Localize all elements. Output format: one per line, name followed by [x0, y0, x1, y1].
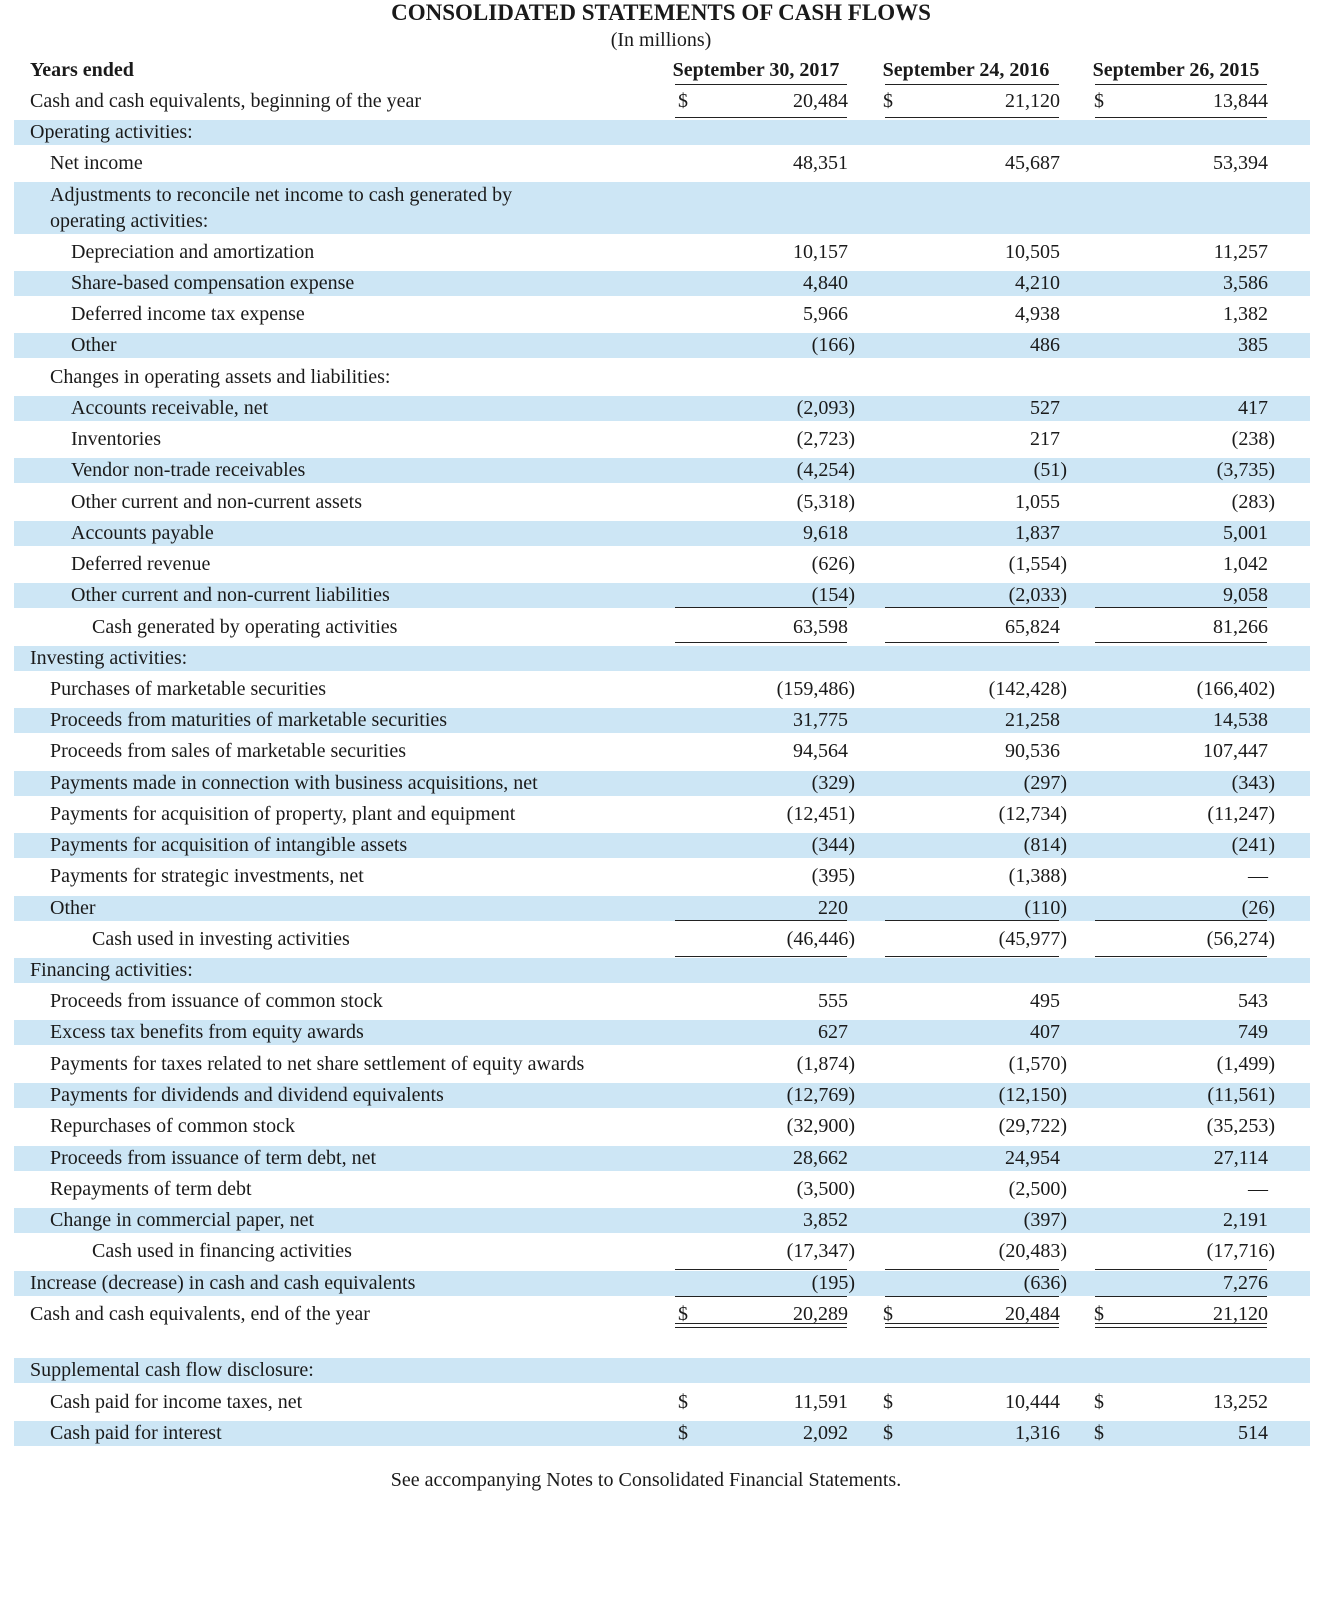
cell-value: (32,900): [786, 1115, 855, 1137]
row-label: Payments for acquisition of property, plant and equipment: [50, 803, 516, 825]
row-label: Repurchases of common stock: [50, 1115, 295, 1137]
row-label: Payments for strategic investments, net: [50, 865, 364, 887]
rule-line: [885, 1327, 1059, 1328]
table-row: [14, 1146, 1310, 1171]
cell-value: (159,486): [776, 678, 855, 700]
cell-value: 63,598: [793, 616, 848, 638]
row-label: Purchases of marketable securities: [50, 678, 327, 700]
currency-symbol: $: [883, 1422, 893, 1444]
table-row: [14, 271, 1310, 296]
table-row: [14, 1083, 1310, 1108]
cell-value: 1,055: [1015, 491, 1060, 513]
cell-value: 495: [1030, 990, 1060, 1012]
row-label: Proceeds from maturities of marketable securities: [50, 709, 448, 731]
table-row: [14, 333, 1310, 358]
cell-value: (166,402): [1196, 678, 1275, 700]
cell-value: (329): [811, 772, 855, 794]
statement-title: CONSOLIDATED STATEMENTS OF CASH FLOWS: [391, 0, 931, 25]
cell-value: (5,318): [796, 491, 855, 513]
cell-value: 5,966: [803, 303, 848, 325]
column-header-2: September 24, 2016: [882, 59, 1050, 81]
row-label: Deferred revenue: [71, 553, 211, 575]
cell-value: 1,316: [1015, 1422, 1060, 1444]
row-label: Proceeds from sales of marketable securities: [50, 740, 406, 762]
table-row: [14, 677, 1310, 702]
currency-symbol: $: [678, 1391, 688, 1413]
cell-value: 10,444: [1005, 1391, 1060, 1413]
column-header-1: September 30, 2017: [672, 59, 840, 81]
row-label: Payments for acquisition of intangible assets: [50, 834, 408, 856]
row-label: Cash paid for interest: [50, 1422, 222, 1444]
footnote: See accompanying Notes to Consolidated Financial Statements.: [390, 1469, 902, 1491]
cell-value: 407: [1030, 1021, 1060, 1043]
cell-value: (51): [1033, 459, 1067, 481]
row-label: Inventories: [71, 428, 161, 450]
cell-value: 90,536: [1005, 740, 1060, 762]
cell-value: 1,837: [1015, 522, 1060, 544]
rule-line: [675, 117, 847, 118]
cell-value: (154): [811, 584, 855, 606]
cell-value: 20,289: [793, 1303, 848, 1325]
cell-value: 7,276: [1223, 1272, 1268, 1294]
cell-value: 31,775: [793, 709, 848, 731]
cell-value: (241): [1231, 834, 1275, 856]
row-label: Adjustments to reconcile net income to cash generated by operating activities:: [50, 184, 513, 232]
cell-value: 13,844: [1213, 90, 1268, 112]
row-label: Deferred income tax expense: [71, 303, 305, 325]
cell-value: 11,591: [793, 1391, 848, 1413]
currency-symbol: $: [1094, 1391, 1104, 1413]
cell-value: (283): [1231, 491, 1275, 513]
cell-value: 27,114: [1213, 1147, 1268, 1169]
cell-value: (56,274): [1206, 928, 1275, 950]
column-header-row: [14, 58, 1310, 83]
cell-value: (12,734): [998, 803, 1067, 825]
table-row: [14, 1421, 1310, 1446]
cell-value: (397): [1023, 1209, 1067, 1231]
cell-value: (45,977): [998, 928, 1067, 950]
cell-value: 10,157: [793, 241, 848, 263]
rule-line: [885, 117, 1059, 118]
table-row: [14, 989, 1310, 1014]
statement-subtitle: (In millions): [610, 29, 712, 51]
rule-line: [675, 920, 847, 921]
cell-value: (29,722): [998, 1115, 1067, 1137]
table-row: [14, 302, 1310, 327]
cell-value: (12,451): [786, 803, 855, 825]
row-label: Cash used in financing activities: [92, 1240, 352, 1262]
table-row: [14, 1239, 1310, 1264]
cell-value: (12,769): [786, 1084, 855, 1106]
cell-value: (17,716): [1206, 1240, 1275, 1262]
cell-value: 627: [818, 1021, 848, 1043]
rule-line: [1095, 84, 1267, 85]
row-label: Increase (decrease) in cash and cash equivalents: [30, 1272, 416, 1294]
cell-value: (17,347): [786, 1240, 855, 1262]
cell-value: 14,538: [1213, 709, 1268, 731]
table-row: [14, 396, 1310, 421]
cell-value: (2,500): [1008, 1178, 1067, 1200]
table-row: [14, 896, 1310, 921]
cell-value: 21,120: [1213, 1303, 1268, 1325]
table-row: [14, 927, 1310, 952]
table-row: [14, 521, 1310, 546]
cell-value: (3,500): [796, 1178, 855, 1200]
cell-value: (142,428): [988, 678, 1067, 700]
rule-line: [885, 1296, 1059, 1297]
cell-value: 1,382: [1223, 303, 1268, 325]
currency-symbol: $: [678, 1422, 688, 1444]
rule-line: [675, 607, 847, 608]
cell-value: 10,505: [1005, 241, 1060, 263]
cell-value: 2,092: [803, 1422, 848, 1444]
currency-symbol: $: [678, 1303, 688, 1325]
rule-line: [675, 84, 847, 85]
currency-symbol: $: [883, 1391, 893, 1413]
cell-value: (636): [1023, 1272, 1067, 1294]
cell-value: (166): [811, 334, 855, 356]
rule-line: [1095, 117, 1267, 118]
table-row: [14, 151, 1310, 176]
table-row: [14, 552, 1310, 577]
row-label: Other: [50, 897, 96, 919]
row-label: Cash and cash equivalents, beginning of the year: [30, 90, 421, 112]
cell-value: (20,483): [998, 1240, 1067, 1262]
cell-value: 2,191: [1223, 1209, 1268, 1231]
cell-value: 28,662: [793, 1147, 848, 1169]
cell-value: (46,446): [786, 928, 855, 950]
cell-value: (2,093): [796, 397, 855, 419]
table-row: [14, 958, 1310, 983]
row-label: Other: [71, 334, 117, 356]
cell-value: (12,150): [998, 1084, 1067, 1106]
table-row: [14, 615, 1310, 640]
cell-value: 3,852: [803, 1209, 848, 1231]
cell-value: 11,257: [1213, 241, 1268, 263]
currency-symbol: $: [883, 1303, 893, 1325]
rule-line: [885, 1269, 1059, 1270]
table-row: [14, 427, 1310, 452]
cell-value: (1,874): [796, 1053, 855, 1075]
cell-value: 21,120: [1005, 90, 1060, 112]
cell-value: 21,258: [1005, 709, 1060, 731]
cell-value: (1,554): [1008, 553, 1067, 575]
row-label: Operating activities:: [30, 121, 193, 143]
table-row: [14, 1114, 1310, 1139]
cell-value: 527: [1030, 397, 1060, 419]
row-label: Payments made in connection with business acquisitions, net: [50, 772, 538, 794]
cell-value: (1,499): [1216, 1053, 1275, 1075]
cell-value: —: [1248, 865, 1268, 887]
table-row: [14, 864, 1310, 889]
cell-value: 514: [1238, 1422, 1268, 1444]
row-label: Vendor non-trade receivables: [71, 459, 306, 481]
row-label: Cash paid for income taxes, net: [50, 1391, 303, 1413]
table-row: [14, 458, 1310, 483]
table-row: [14, 583, 1310, 608]
row-label: Other current and non-current assets: [71, 491, 362, 513]
cell-value: 749: [1238, 1021, 1268, 1043]
cell-value: (814): [1023, 834, 1067, 856]
cell-value: (344): [811, 834, 855, 856]
row-label: Changes in operating assets and liabilities:: [50, 366, 391, 388]
rule-line: [675, 1296, 847, 1297]
cell-value: 94,564: [793, 740, 848, 762]
currency-symbol: $: [883, 90, 893, 112]
rule-line: [1095, 642, 1267, 643]
cell-value: 417: [1238, 397, 1268, 419]
row-label: Payments for taxes related to net share settlement of equity awards: [50, 1053, 585, 1075]
rule-line: [1095, 1327, 1267, 1328]
cell-value: 9,618: [803, 522, 848, 544]
cell-value: (195): [811, 1272, 855, 1294]
cell-value: (1,570): [1008, 1053, 1067, 1075]
row-label: Proceeds from issuance of term debt, net: [50, 1147, 377, 1169]
cell-value: (395): [811, 865, 855, 887]
rule-line: [675, 1327, 847, 1328]
cell-value: (11,247): [1207, 803, 1275, 825]
table-row: [14, 833, 1310, 858]
rule-line: [675, 642, 847, 643]
rule-line: [885, 1323, 1059, 1324]
cell-value: 1,042: [1223, 553, 1268, 575]
rule-line: [1095, 920, 1267, 921]
cell-value: 24,954: [1005, 1147, 1060, 1169]
row-label: Excess tax benefits from equity awards: [50, 1021, 364, 1043]
currency-symbol: $: [1094, 1422, 1104, 1444]
row-label: Other current and non-current liabilities: [71, 584, 390, 606]
currency-symbol: $: [1094, 90, 1104, 112]
cell-value: (297): [1023, 772, 1067, 794]
rule-line: [1095, 1323, 1267, 1324]
row-label: Payments for dividends and dividend equivalents: [50, 1084, 444, 1106]
row-label: Cash used in investing activities: [92, 928, 350, 950]
rule-line: [675, 956, 847, 957]
row-label: Cash and cash equivalents, end of the year: [30, 1303, 370, 1325]
cell-value: (35,253): [1206, 1115, 1275, 1137]
cell-value: (26): [1241, 897, 1275, 919]
table-row: [14, 182, 1310, 234]
cell-value: 20,484: [793, 90, 848, 112]
row-label: Repayments of term debt: [50, 1178, 252, 1200]
cell-value: 9,058: [1223, 584, 1268, 606]
rule-line: [1095, 1269, 1267, 1270]
rule-line: [1095, 1296, 1267, 1297]
table-row: [14, 739, 1310, 764]
table-row: [14, 365, 1310, 390]
row-label: Share-based compensation expense: [71, 272, 355, 294]
cell-value: 4,840: [803, 272, 848, 294]
rule-line: [1095, 956, 1267, 957]
rule-line: [1095, 607, 1267, 608]
table-row: [14, 240, 1310, 265]
table-row: [14, 1208, 1310, 1233]
table-row: [14, 1358, 1310, 1383]
cell-value: (2,033): [1008, 584, 1067, 606]
cell-value: (11,561): [1207, 1084, 1275, 1106]
cell-value: 385: [1238, 334, 1268, 356]
table-row: [14, 1177, 1310, 1202]
cell-value: (4,254): [796, 459, 855, 481]
currency-symbol: $: [1094, 1303, 1104, 1325]
cell-value: 20,484: [1005, 1303, 1060, 1325]
cell-value: —: [1248, 1178, 1268, 1200]
rule-line: [885, 956, 1059, 957]
cell-value: (110): [1024, 897, 1067, 919]
row-label: Investing activities:: [30, 647, 188, 669]
cell-value: (3,735): [1216, 459, 1275, 481]
table-row: [14, 120, 1310, 145]
cell-value: 220: [818, 897, 848, 919]
cell-value: 3,586: [1223, 272, 1268, 294]
table-row: [14, 802, 1310, 827]
table-row: [14, 490, 1310, 515]
cell-value: 45,687: [1005, 152, 1060, 174]
cell-value: 48,351: [793, 152, 848, 174]
cell-value: 5,001: [1223, 522, 1268, 544]
table-row: [14, 1052, 1310, 1077]
row-label: Change in commercial paper, net: [50, 1209, 315, 1231]
cell-value: 107,447: [1203, 740, 1268, 762]
row-label: Depreciation and amortization: [71, 241, 315, 263]
cell-value: (238): [1231, 428, 1275, 450]
rule-line: [885, 607, 1059, 608]
cell-value: (343): [1231, 772, 1275, 794]
cell-value: 217: [1030, 428, 1060, 450]
currency-symbol: $: [678, 90, 688, 112]
table-row: [14, 89, 1310, 114]
row-label: Accounts payable: [71, 522, 214, 544]
rule-line: [885, 920, 1059, 921]
cell-value: (1,388): [1008, 865, 1067, 887]
cell-value: 4,938: [1015, 303, 1060, 325]
table-row: [14, 646, 1310, 671]
rule-line: [675, 1269, 847, 1270]
years-ended-label: Years ended: [30, 59, 134, 81]
row-label: Net income: [50, 152, 143, 174]
table-row: [14, 1271, 1310, 1296]
cell-value: 4,210: [1015, 272, 1060, 294]
table-row: [14, 1020, 1310, 1045]
table-row: [14, 1390, 1310, 1415]
row-label: Accounts receivable, net: [71, 397, 269, 419]
table-row: [14, 708, 1310, 733]
rule-line: [675, 1323, 847, 1324]
cell-value: (626): [811, 553, 855, 575]
cell-value: 555: [818, 990, 848, 1012]
cell-value: 543: [1238, 990, 1268, 1012]
cell-value: 53,394: [1213, 152, 1268, 174]
row-label: Supplemental cash flow disclosure:: [30, 1359, 314, 1381]
cell-value: 486: [1030, 334, 1060, 356]
cell-value: 81,266: [1213, 616, 1268, 638]
cell-value: 13,252: [1213, 1391, 1268, 1413]
row-label: Cash generated by operating activities: [92, 616, 398, 638]
row-label: Proceeds from issuance of common stock: [50, 990, 383, 1012]
rule-line: [885, 84, 1059, 85]
row-label: Financing activities:: [30, 959, 193, 981]
column-header-3: September 26, 2015: [1092, 59, 1260, 81]
cell-value: 65,824: [1005, 616, 1060, 638]
cell-value: (2,723): [796, 428, 855, 450]
rule-line: [885, 642, 1059, 643]
table-row: [14, 771, 1310, 796]
